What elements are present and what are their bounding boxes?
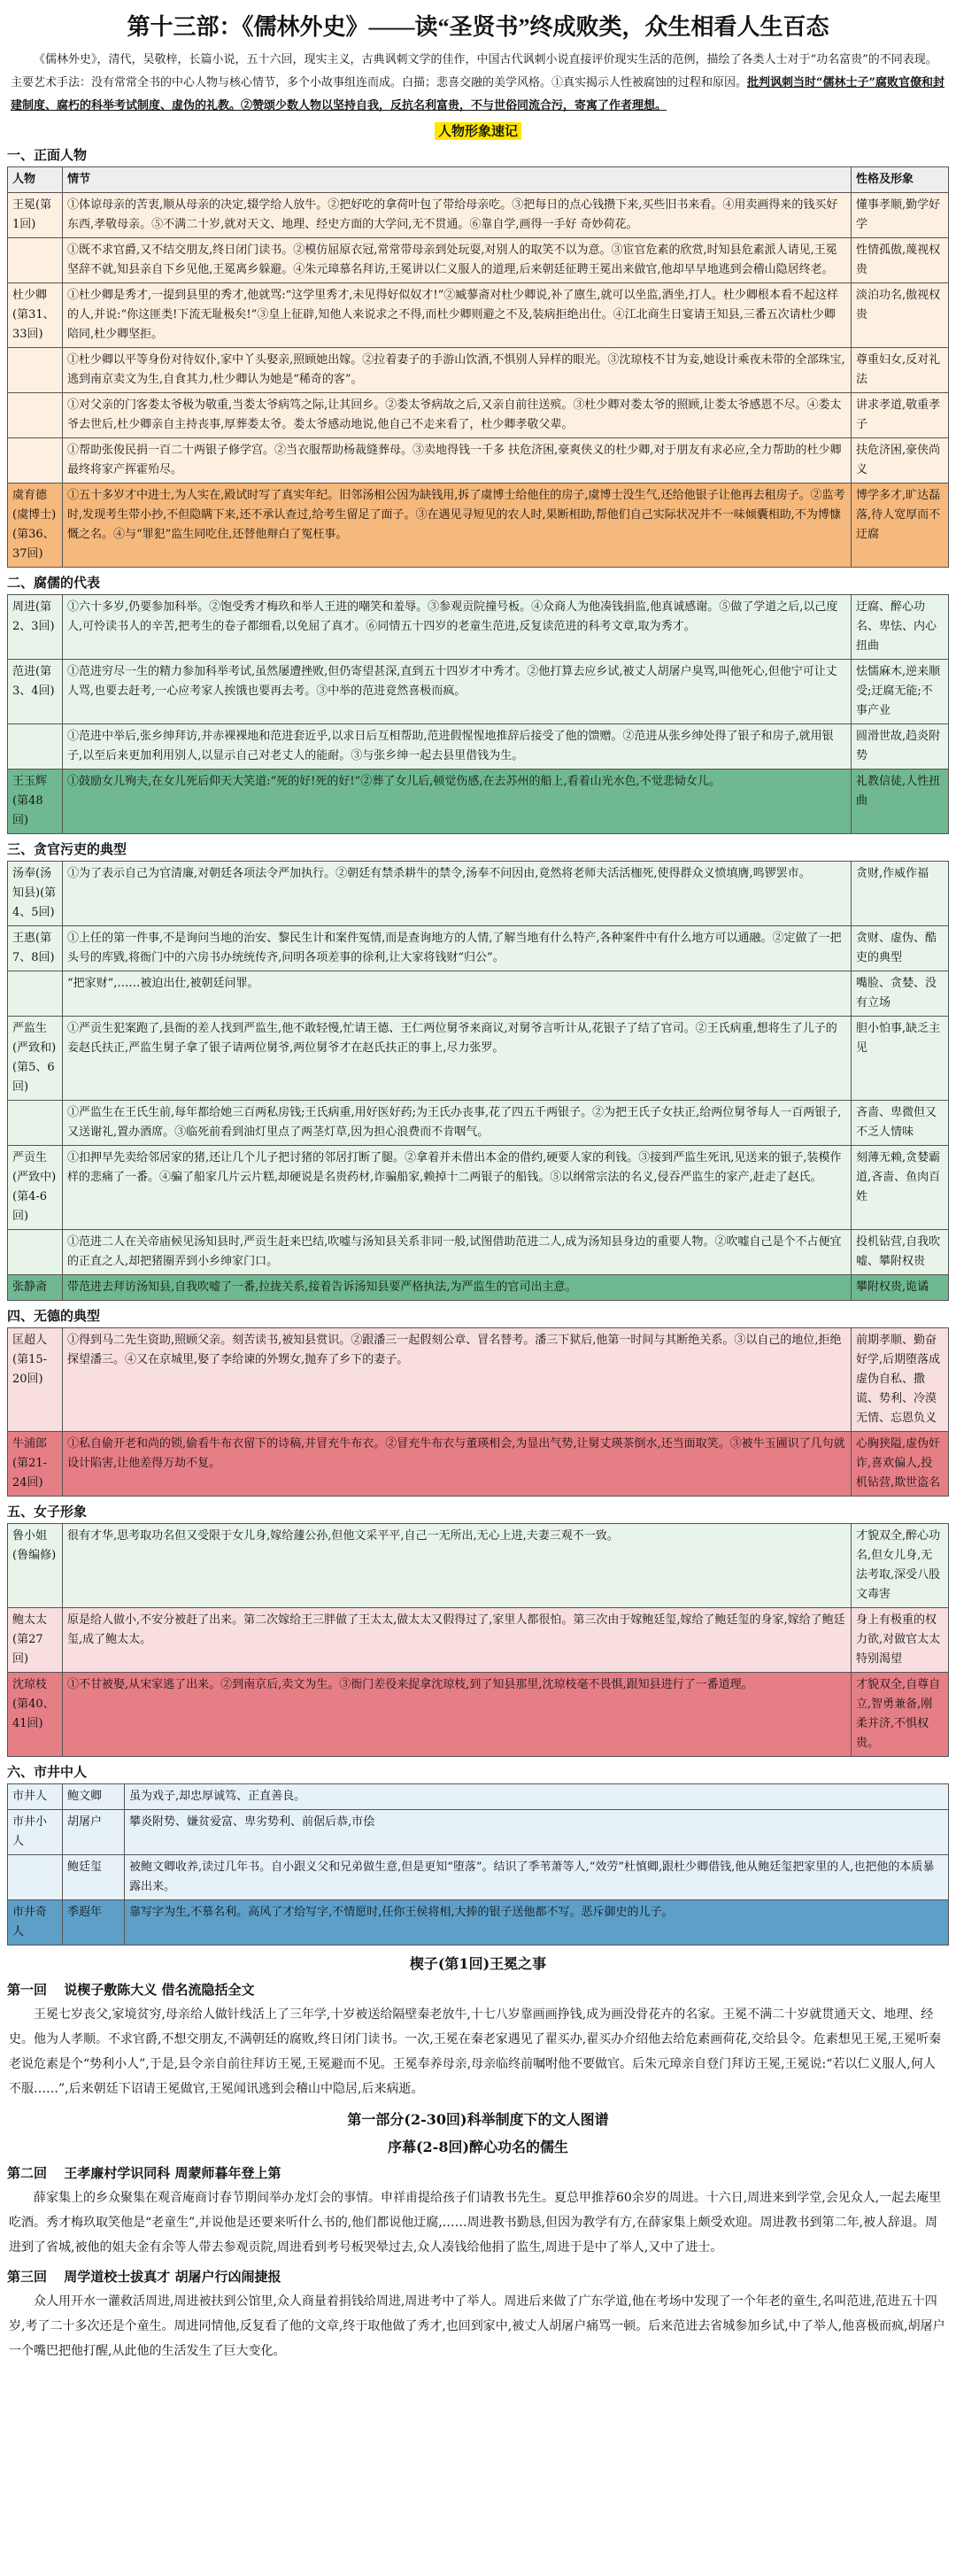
cell-plot: 带范进去拜访汤知县,自我吹嘘了一番,拉拢关系,接着告诉汤知县要严格执法,为严监生的官司出主意。 (63, 1275, 852, 1301)
table-row (8, 238, 949, 283)
cell-trait: 胆小怕事,缺乏主见 (852, 1017, 949, 1101)
cell-plot: 被鲍文卿收养,读过几年书。自小跟义父和兄弟做生意,但是更知“堕落”。结识了季苇萧等人,“效劳”杜慎卿,跟杜少卿借钱,他从鲍廷玺把家里的人,也把他的本质暴露出来。 (125, 1855, 949, 1900)
cell-plot: ①五十多岁才中进士,为人实在,殿试时写了真实年纪。旧邻汤相公因为缺钱用,拆了虞博士给他住的房子,虞博士没生气,还给他银子让他再去租房子。②监考时,发现考生带小抄,不但隐瞒下来,还不承认查过,给考生留足了面子。③在遇见寻短见的农人时,果断相助,帮他们自己实际状况并不一味倾囊相助,不为博慷慨之名。④与“罪犯”监生同吃住,还替他辩白了冤枉事。 (63, 483, 852, 568)
cell-plot: 原是给人做小,不安分被赶了出来。第二次嫁给王三胖做了王太太,做太太又假得过了,家里人都很怕。第三次由于嫁鲍廷玺,嫁给了鲍廷玺的身家,嫁给了鲍廷玺,成了鲍太太。 (63, 1608, 852, 1673)
page-title: 第十三部：《儒林外史》——读“圣贤书”终成败类，众生相看人生百态 (127, 14, 829, 40)
chapter-1-label: 第一回 (7, 1982, 48, 1998)
section-heading-6: 六、市井中人 (7, 1764, 88, 1780)
cell-trait: 攀附权贵,诡谲 (852, 1275, 949, 1301)
table-row (8, 1432, 949, 1497)
cell-name: 虞育德(虞博士)(第36、37回) (8, 483, 63, 568)
cell-name: 汤奉(汤知县)(第4、5回) (8, 862, 63, 926)
quick-heading (7, 121, 949, 140)
cell-plot: 很有才华,思考取功名但又受限于女儿身,嫁给蘧公孙,但他文采平平,自己一无所出,无心上进,夫妻三观不一致。 (63, 1524, 852, 1608)
cell-name: 王惠(第7、8回) (8, 926, 63, 971)
chapter-1-heading (7, 1980, 949, 1999)
cell-name: 严监生(严致和)(第5、6回) (8, 1017, 63, 1101)
intro-highlight-2: ②赞颂少数人物以坚持自我，反抗名利富贵，不与世俗同流合污，寄寓了作者理想。 (241, 99, 667, 112)
cell-trait: 前期孝顺、勤奋好学,后期堕落成虚伪自私、撒谎、势利、冷漠无情、忘恩负义 (852, 1328, 949, 1432)
cell-plot: ①严贡生犯案跑了,县衙的差人找到严监生,他不敢轻慢,忙请王德、王仁两位舅爷来商议,对舅爷言听计从,花银子了结了官司。②王氏病重,想将生了儿子的妾赵氏扶正,严监生舅子拿了银子请两位舅爷,两位舅爷才在赵氏扶正的事上,尽力张罗。 (63, 1017, 852, 1101)
table-row (8, 770, 949, 834)
cell-trait: 吝啬、卑微但又不乏人情味 (852, 1101, 949, 1146)
table-row (8, 1017, 949, 1101)
cell-plot: ①上任的第一件事,不是询问当地的治安、黎民生计和案件冤情,而是查询地方的人情,了解当地有什么特产,各种案件中有什么地方可以通融。②定做了一把头号的库戥,将衙门中的六房书办统统传齐,问明各项差事的徐利,让大家将钱财“归公”。 (63, 926, 852, 971)
cell-trait: 嘴脸、贪婪、没有立场 (852, 971, 949, 1017)
table-row (8, 1810, 949, 1855)
cell-plot: ①扣押早先卖给邻居家的猪,还让几个儿子把讨猪的邻居打断了腿。②拿着并未借出本金的借约,硬要人家的利钱。③接到严监生死讯,见送来的银子,装模作样的悲痛了一番。④骗了船家几片云片糕,却硬说是名贵药材,诈骗船家,赖掉十二两银子的船钱。⑤以纲常宗法的名义,侵吞严监生的家产,赶走了赵氏。 (63, 1146, 852, 1230)
chapter-3-heading (7, 2267, 949, 2286)
cell-plot: ①体谅母亲的苦衷,顺从母亲的决定,辍学给人放牛。②把好吃的拿荷叶包了带给母亲吃。③把每日的点心钱攒下来,买些旧书来看。④用卖画得来的钱买好东西,孝敬母亲。⑤不满二十岁,就对天文、地理、经史方面的大学问,无不贯通。⑥靠自学,画得一手好 奇妙荷花。 (63, 193, 852, 238)
cell-name: 周进(第2、3回) (8, 595, 63, 660)
cell-plot: 攀炎附势、嫌贫爱富、卑劣势利、前倨后恭,市侩 (125, 1810, 949, 1855)
cell-category: 市井小人 (8, 1810, 63, 1855)
table-row (8, 1328, 949, 1432)
cell-plot: ①六十多岁,仍要参加科举。②饱受秀才梅玖和举人王进的嘲笑和羞辱。③参观贡院撞号板。④众商人为他凑钱捐监,他真诚感谢。⑤做了学道之后,以己度人,可怜读书人的辛苦,把考生的卷子都细看,以免屈了真才。⑥同情五十四岁的老童生范进,反复读范进的科考文章,取为秀才。 (63, 595, 852, 660)
chapter-3-label: 第三回 (7, 2269, 48, 2285)
cell-name: 杜少卿(第31、33回) (8, 283, 63, 348)
cell-plot: ①杜少卿是秀才,一提到县里的秀才,他就骂:“这学里秀才,未见得好似奴才!”②臧蓼斋对杜少卿说,补了廪生,就可以坐监,酒坐,打人。杜少卿根本看不起这样的人,并说:“你这匪类!下流无耻极矣!”③皇上征辟,知他人来说求之不得,而杜少卿则避之不及,装病拒绝出仕。④江北商生日宴请王知县,三番五次请杜少卿陪同,杜少卿坚拒。 (63, 283, 852, 348)
chapter-3-title: 周学道校士拔真才 胡屠户行凶闹捷报 (64, 2269, 281, 2285)
cell-name: 匡超人(第15-20回) (8, 1328, 63, 1432)
table-row (8, 862, 949, 926)
cell-name: 王玉辉(第48回) (8, 770, 63, 834)
table-row (8, 971, 949, 1017)
cell-plot: ①得到马二先生资助,照顾父亲。刻苦读书,被知县赏识。②跟潘三一起假刻公章、冒名替考。潘三下狱后,他第一时间与其断绝关系。③以自己的地位,拒绝探望潘三。④又在京城里,娶了李给谏的外甥女,抛弃了乡下的妻子。 (63, 1328, 852, 1432)
section-heading-5: 五、女子形象 (7, 1504, 88, 1520)
cell-plot: ①范进中举后,张乡绅拜访,并赤裸裸地和范进套近乎,以求日后互相帮助,范进假惺惺地推辞后接受了他的馈赠。②范进从张乡绅处得了银子和房子,就用银子,以至后来更加利用别人,以显示自己对老丈人的能耐。③与张乡绅一起去县里借钱为生。 (63, 724, 852, 770)
cell-plot: ①范进二人在关帝庙候见汤知县时,严贡生赶来巴结,吹嘘与汤知县关系非同一般,试图借助范进二人,成为汤知县身边的重要人物。②吹嘘自己是个不占便宜的正直之人,却把猪圈弄到小乡绅家门口。 (63, 1230, 852, 1275)
table-row (8, 1608, 949, 1673)
table-row (8, 1900, 949, 1946)
table-row (8, 1524, 949, 1608)
cell-name (8, 724, 63, 770)
table-pedants (7, 594, 949, 834)
cell-name (8, 393, 63, 438)
table-immoral (7, 1327, 949, 1497)
table-row (8, 283, 949, 348)
cell-name: 牛浦郎(第21-24回) (8, 1432, 63, 1497)
table-row (8, 438, 949, 483)
table-row (8, 926, 949, 971)
table-officials (7, 861, 949, 1301)
table-row (8, 193, 949, 238)
cell-trait: 才貌双全,自尊自立,智勇兼备,刚柔并济,不惧权贵。 (852, 1673, 949, 1757)
cell-trait: 圆滑世故,趋炎附势 (852, 724, 949, 770)
table-row (8, 660, 949, 724)
cell-name: 鲍文卿 (63, 1784, 125, 1810)
cell-trait: 迂腐、醉心功名、卑怯、内心扭曲 (852, 595, 949, 660)
cell-trait: 淡泊功名,傲视权贵 (852, 283, 949, 348)
table-row (8, 1146, 949, 1230)
table-row (8, 595, 949, 660)
cell-name: 鲍廷玺 (63, 1855, 125, 1900)
cell-name: 张静斋 (8, 1275, 63, 1301)
cell-name (8, 971, 63, 1017)
cell-trait: 怯懦麻木,逆来顺受;迂腐无能;不事产业 (852, 660, 949, 724)
cell-trait: 刻薄无赖,贪婪霸道,吝啬、鱼肉百姓 (852, 1146, 949, 1230)
cell-plot: ①严监生在王氏生前,每年都给她三百两私房钱;王氏病重,用好医好药;为王氏办丧事,花了四五千两银子。②为把王氏子女扶正,给两位舅爷每人一百两银子,又送谢礼,置办酒席。③临死前看到油灯里点了两茎灯草,因为担心浪费而不肯咽气。 (63, 1101, 852, 1146)
cell-trait: 心胸狭隘,虚伪奸诈,喜欢偏人,投机钻营,欺世盗名 (852, 1432, 949, 1497)
cell-name (8, 1101, 63, 1146)
cell-name (8, 438, 63, 483)
cell-name (8, 1230, 63, 1275)
cell-plot: 虽为戏子,却忠厚诚笃、正直善良。 (125, 1784, 949, 1810)
cell-trait: 投机钻营,自我吹嘘、攀附权贵 (852, 1230, 949, 1275)
cell-name: 王冕(第1回) (8, 193, 63, 238)
chapter-2-heading (7, 2163, 949, 2182)
cell-plot: ①杜少卿以平等身份对待奴仆,家中丫头娶亲,照顾她出嫁。②拉着妻子的手游山饮酒,不惧别人异样的眼光。③沈琼枝不甘为妾,她设计乘夜未带的全部珠宝,逃到南京卖文为生,自食其力,杜少卿认为她是“稀奇的客”。 (63, 348, 852, 393)
table-row (8, 1673, 949, 1757)
page (7, 0, 949, 2363)
table-row (8, 1855, 949, 1900)
header-trait: 性格及形象 (852, 167, 949, 193)
intro-paragraph (11, 49, 945, 118)
cell-plot: ①对父亲的门客娄太爷极为敬重,当娄太爷病笃之际,让其回乡。②娄太爷病故之后,又亲自前往送殡。③杜少卿对娄太爷的照顾,让娄太爷感恩不尽。④娄太爷去世后,杜少卿亲自主持丧事,厚葬娄太爷。娄太爷感动地说,他自己不走来看了，杜少卿孝敬父辈。 (63, 393, 852, 438)
cell-plot: ①帮助张俊民捐一百二十两银子修学宫。②当衣服帮助杨裁缝葬母。③卖地得钱一千多 扶危济困,豪爽侠义的杜少卿,对于朋友有求必应,全力帮助的杜少卿最终将家产挥霍殆尽。 (63, 438, 852, 483)
header-plot: 情节 (63, 167, 852, 193)
cell-trait: 贪财、虚伪、酷吏的典型 (852, 926, 949, 971)
cell-category: 市井人 (8, 1784, 63, 1810)
cell-name: 范进(第3、4回) (8, 660, 63, 724)
section-heading-1: 一、正面人物 (7, 147, 88, 163)
cell-plot: ①私自偷开老和尚的锁,偷看牛布衣留下的诗稿,并冒充牛布衣。②冒充牛布衣与董瑛相会,为显出气势,让舅丈瑛茶倒水,还当面取笑。③被牛玉圃识了几句就设计陷害,让他差得万劫不复。 (63, 1432, 852, 1497)
chapter-1-title: 说楔子敷陈大义 借名流隐括全文 (64, 1982, 255, 1998)
table-positive (7, 166, 949, 568)
intro-highlight-1: 批判讽刺当时“儒林士子”腐败官僚和封建制度、腐朽的科举考试制度、虚伪的礼教。 (11, 76, 944, 112)
cell-trait: 博学多才,旷达磊落,待人宽厚而不迂腐 (852, 483, 949, 568)
cell-name: 季遐年 (63, 1900, 125, 1946)
quick-heading-text: 人物形象速记 (435, 122, 521, 140)
cell-trait: 礼教信徒,人性扭曲 (852, 770, 949, 834)
cell-trait: 贪财,作威作福 (852, 862, 949, 926)
header-person: 人物 (8, 167, 63, 193)
chapter-2-text: 薛家集上的乡众聚集在观音庵商讨春节期间举办龙灯会的事情。申祥甫提给孩子们请教书先生。夏总甲推荐60余岁的周进。十六日,周进来到学堂,会见众人,一起去庵里吃酒。秀才梅玖取笑他是“老童生”,并说他是还要来听什么书的,他们都说他迂腐,……周进教书勤恳,但因为教学有方,在薛家集上颇受欢迎。周进教书到第二年,被人辞退。周进到了省城,被他的姐夫金有余等人带去参观贡院,周进看到考号板哭晕过去,众人凑钱给他捐了监生,周进于是中了举人,又中了进士。 (9, 2191, 942, 2255)
table-row (8, 348, 949, 393)
cell-name: 沈琼枝(第40、41回) (8, 1673, 63, 1757)
table-row (8, 393, 949, 438)
cell-plot: ①范进穷尽一生的精力参加科举考试,虽然屡遭挫败,但仍寄望甚深,直到五十四岁才中秀才。②他打算去应乡试,被丈人胡屠户臭骂,叫他死心,但他宁可让丈人骂,也要去赶考,一心应考家人挨饿也要再去考。③中举的范进竟然喜极而疯。 (63, 660, 852, 724)
table-row (8, 1101, 949, 1146)
cell-trait: 扶危济困,豪侠尚义 (852, 438, 949, 483)
section-heading-4: 四、无德的典型 (7, 1308, 101, 1324)
chapter-1-text: 王冕七岁丧父,家境贫穷,母亲给人做针线活上了三年学,十岁被送给隔壁秦老放牛,十七八岁靠画画挣钱,成为画没骨花卉的名家。王冕不满二十岁就贯通天文、地理、经史。他为人孝顺。不求官爵,不想交朋友,不满朝廷的腐败,终日闭门读书。一次,王冕在秦老家遇见了翟买办,翟买办介绍他去给危素画荷花,交给县令。危素想见王冕,王冕听秦老说危素是个“势利小人”,于是,县令亲自前往拜访王冕,王冕避而不见。王冕奉养母亲,母亲临终前嘱咐他不要做官。后朱元璋亲自登门拜访王冕,王冕说:“若以仁义服人,何人不服……”,后来朝廷下诏请王冕做官,王冕闻讯逃到会稽山中隐居,后来病逝。 (9, 2007, 942, 2096)
subtitle-part-1: 第一部分(2-30回)科举制度下的文人图谱 (347, 2111, 609, 2128)
table-row (8, 483, 949, 568)
cell-category: 市井奇人 (8, 1900, 63, 1946)
table-row (8, 1784, 949, 1810)
subtitle-prelude: 序幕(2-8回)醉心功名的儒生 (387, 2139, 569, 2155)
cell-plot: ①鼓励女儿殉夫,在女儿死后仰天大笑道:“死的好!死的好!”②葬了女儿后,顿觉伤感,在去苏州的船上,看着山光水色,不觉悲恸女儿。 (63, 770, 852, 834)
chapter-2-title: 王孝廉村学识同科 周蒙师暮年登上第 (64, 2165, 281, 2181)
cell-trait: 懂事孝顺,勤学好学 (852, 193, 949, 238)
section-heading-3: 三、贪官污吏的典型 (7, 841, 127, 857)
cell-name: 鲁小姐(鲁编修) (8, 1524, 63, 1608)
cell-trait: 身上有极重的权力欲,对做官太太特别渴望 (852, 1608, 949, 1673)
subtitle-prologue: 楔子(第1回)王冕之事 (409, 1955, 547, 1972)
section-heading-2: 二、腐儒的代表 (7, 575, 101, 591)
cell-plot: ①既不求官爵,又不结交朋友,终日闭门读书。②模仿屈原衣冠,常常带母亲到处玩耍,对别人的取笑不以为意。③宦官危素的欣赏,时知县危素派人请见,王冕坚辞不就,知县亲自下乡见他,王冕离乡躲避。④朱元璋慕名拜访,王冕讲以仁义服人的道理,后来朝廷征聘王冕出来做官,他却早早地逃到会稽山隐居终老。 (63, 238, 852, 283)
cell-plot: “把家财”,……被迫出仕,被朝廷问罪。 (63, 971, 852, 1017)
cell-name (8, 348, 63, 393)
intro-text: 《儒林外史》，清代，吴敬梓，长篇小说，五十六回，现实主义，古典讽刺文学的佳作，中国古代讽刺小说直接评价现实生活的范例，描绘了各类人士对于“功名富贵”的不同表现。主要艺术手法：没有常常全书的中心人物与核心情节，多个小故事组连而成。白描；悲喜交融的美学风格。①真实揭示人性被腐蚀的过程和原因。 (11, 53, 937, 89)
table-row (8, 724, 949, 770)
cell-name: 严贡生(严致中)(第4-6回) (8, 1146, 63, 1230)
cell-name: 鲍太太(第27回) (8, 1608, 63, 1673)
cell-plot: 靠写字为生,不慕名利。高风了才给写字,不情愿时,任你王侯将相,大捧的银子送他都不写。恶斥御史的儿子。 (125, 1900, 949, 1946)
table-row (8, 1230, 949, 1275)
cell-trait: 讲求孝道,敬重孝子 (852, 393, 949, 438)
cell-trait: 性情孤傲,蔑视权贵 (852, 238, 949, 283)
cell-trait: 尊重妇女,反对礼法 (852, 348, 949, 393)
cell-category (8, 1855, 63, 1900)
table-townsfolk (7, 1783, 949, 1946)
chapter-3-text: 众人用开水一灌救活周进,周进被扶到公馆里,众人商量着捐钱给周进,周进考中了举人。周进后来做了广东学道,他在考场中发现了一个年老的童生,名叫范进,范进五十四岁,考了二十多次还是个童生。周进同情他,反复看了他的文章,终于取他做了秀才,也回到家中,被丈人胡屠户痛骂一顿。后来范进去省城参加乡试,中了举人,他喜极而疯,胡屠户一个嘴巴把他打醒,从此他的生活发生了巨大变化。 (9, 2294, 945, 2358)
table-women (7, 1523, 949, 1757)
cell-plot: ①不甘被娶,从宋家逃了出来。②到南京后,卖文为生。③衙门差役来捉拿沈琼枝,到了知县那里,沈琼枝毫不畏惧,跟知县进行了一番道理。 (63, 1673, 852, 1757)
chapter-2-label: 第二回 (7, 2165, 48, 2181)
table-row (8, 1275, 949, 1301)
cell-name (8, 238, 63, 283)
cell-name: 胡屠户 (63, 1810, 125, 1855)
cell-plot: ①为了表示自己为官清廉,对朝廷各项法令严加执行。②朝廷有禁杀耕牛的禁令,汤奉不问因由,竟然将老师夫活活枷死,使得群众义愤填膺,鸣锣罢市。 (63, 862, 852, 926)
cell-trait: 才貌双全,醉心功名,但女儿身,无法考取,深受八股文毒害 (852, 1524, 949, 1608)
